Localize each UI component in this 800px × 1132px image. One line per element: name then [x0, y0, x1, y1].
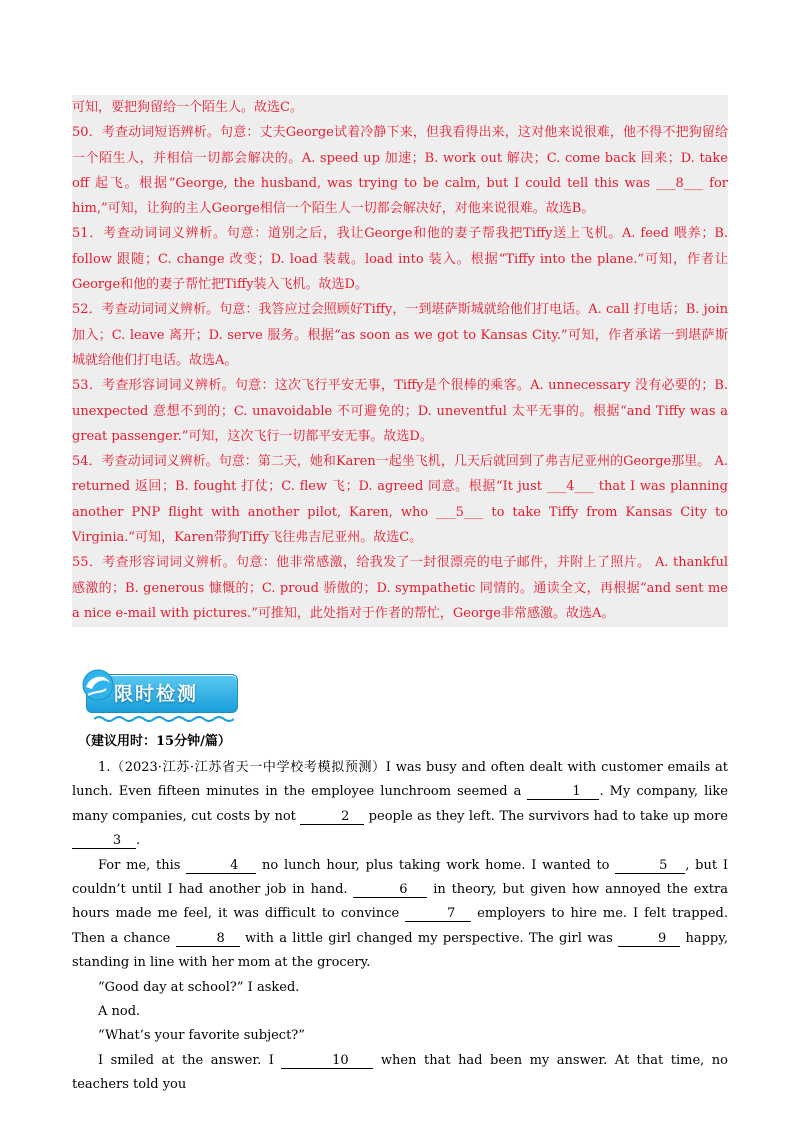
section-banner [76, 665, 238, 725]
blank-1: 1 [527, 785, 599, 800]
cloze-passage [72, 733, 728, 1098]
answer-50: 50．考查动词短语辨析。句意：丈夫George试着冷静下来，但我看得出来，这对他来说很难，他不得不把狗留给一个陌生人，并相信一切都会解决的。A. speed up 加速；B. work out 解决；C. come back 回来；D. take off 起飞。根据“George, the husband, was trying to be calm, but I could tell this was ___8___ for him,”可知，让狗的主人George相信一个陌生人一切都会解决好，对他来说很难。故选B。 [72, 125, 728, 217]
answer-52: 52．考查动词词义辨析。句意：我答应过会照顾好Tiffy，一到堪萨斯城就给他们打电话。A. call 打电话；B. join 加入；C. leave 离开；D. serve 服务。根据“as soon as we got to Kansas City.”可知，作者承诺一到堪萨斯城就给他们打电话。故选A。 [72, 302, 728, 368]
blank-10: 10 [281, 1054, 373, 1069]
passage-paragraph-3: “Good day at school?” I asked. [98, 979, 300, 995]
blank-2: 2 [300, 810, 364, 825]
answer-line-continuation: 可知，要把狗留给一个陌生人。故选C。 [72, 100, 303, 115]
banner-title: 限时检测 [114, 683, 199, 705]
blank-3: 3 [72, 834, 136, 849]
wave-decoration-icon [94, 715, 234, 723]
answer-51: 51．考查动词词义辨析。句意：道别之后，我让George和他的妻子帮我把Tiffy送上飞机。A. feed 喂养；B. follow 跟随；C. change 改变；D. load 装载。load into 装入。根据“Tiffy into the plane.”可知，作者让George和他的妻子帮忙把Tiffy装入飞机。故选D。 [72, 226, 728, 293]
passage-paragraph-4: A nod. [98, 1004, 141, 1020]
blank-5: 5 [615, 859, 685, 874]
blank-4: 4 [186, 859, 256, 874]
blank-9: 9 [618, 932, 680, 947]
answer-53: 53．考查形容词词义辨析。句意：这次飞行平安无事，Tiffy是个很棒的乘客。A. unnecessary 没有必要的；B. unexpected 意想不到的；C. unavoidable 不可避免的；D. uneventful 太平无事的。根据“and Tiffy was a great passenger.”可知，这次飞行一切都平安无事。故选D。 [72, 378, 728, 444]
passage-paragraph-2: For me, this 4 no lunch hour, plus taking work home. I wanted to 5 , but I couldn’t until I had another job in hand. 6 in theory, but given how annoyed the extra hours made me feel, it was difficult to convince 7 employers to hire me. I felt trapped. Then a chance 8 with a little girl changed my perspective. The girl was 9 happy, standing in line with her mom at the grocery. [72, 857, 729, 971]
passage-paragraph-1: 1.（2023·江苏·江苏省天一中学校考模拟预测）I was busy and often dealt with customer emails at lunch. Even fifteen minutes in the employee lunchroom seemed a 1 . My company, like many companies, cut costs by not 2 people as they left. The survivors had to take up more 3 . [72, 760, 728, 849]
blank-7: 7 [405, 907, 471, 922]
blank-6: 6 [353, 883, 427, 898]
suggested-time: （建议用时：15分钟/篇） [78, 734, 231, 749]
passage-paragraph-6: I smiled at the answer. I 10 when that had been my answer. At that time, no teachers told you [72, 1052, 728, 1093]
answer-54: 54．考查动词词义辨析。句意：第二天，她和Karen一起坐飞机，几天后就回到了弗吉尼亚州的George那里。 A. returned 返回；B. fought 打仗；C. flew 飞；D. agreed 同意。根据“It just ___4___ that I was planning another PNP flight with another pilot, Karen, who ___5___ to take Tiffy from Kansas City to Virginia.”可知，Karen带狗Tiffy飞往弗吉尼亚州。故选C。 [72, 454, 728, 546]
blank-8: 8 [176, 932, 240, 947]
answer-explanation-box [72, 95, 728, 627]
passage-paragraph-5: “What’s your favorite subject?” [98, 1028, 305, 1044]
answer-55: 55．考查形容词词义辨析。句意：他非常感激，给我发了一封很漂亮的电子邮件，并附上了照片。 A. thankful 感激的；B. generous 慷慨的；C. proud 骄傲的；D. sympathetic 同情的。通读全文，再根据“and sent me a nice e-mail with pictures.”可推知，此处指对于作者的帮忙，George非常感激。故选A。 [72, 555, 728, 621]
